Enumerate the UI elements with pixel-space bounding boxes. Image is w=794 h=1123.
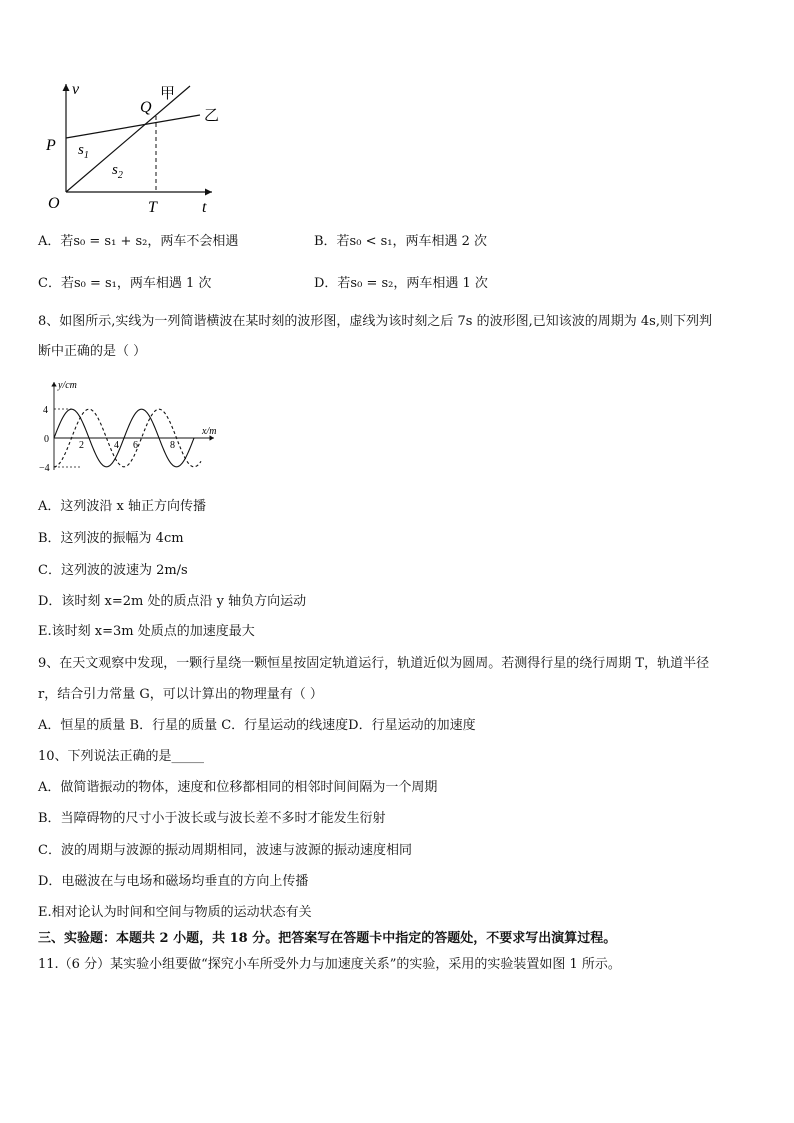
q8-option-b: B．这列波的振幅为 4cm <box>38 531 184 546</box>
s2-label: $s_2$ <box>112 162 123 181</box>
t-mark: T <box>148 199 157 216</box>
q8-option-c: C．这列波的波速为 2m/s <box>38 563 188 578</box>
q7-option-c: C．若s₀ = s₁，两车相遇 1 次 <box>38 276 212 291</box>
q8-option-e: E.该时刻 x=3m 处质点的加速度最大 <box>38 624 255 639</box>
q8-stem-line1: 8、如图所示,实线为一列简谐横波在某时刻的波形图，虚线为该时刻之后 7s 的波形图,已知该波的周期为 4s,则下列判 <box>38 314 712 329</box>
y-tick-4: 4 <box>43 405 48 416</box>
q9-stem-line1: 9、在天文观察中发现，一颗行星绕一颗恒星按固定轨道运行，轨道近似为圆周。若测得行星的绕行周期 T，轨道半径 <box>38 656 710 671</box>
x-tick-8: 8 <box>170 440 175 451</box>
jia-label: 甲 <box>160 86 176 102</box>
q9-options: A．恒星的质量 B．行星的质量 C．行星运动的线速度D．行星运动的加速度 <box>38 718 476 733</box>
x-tick-6: 6 <box>133 440 138 451</box>
q10-stem: 10、下列说法正确的是_____ <box>38 749 205 764</box>
y-tick-minus4: −4 <box>39 463 50 474</box>
y-axis-label: y/cm <box>58 380 77 391</box>
q10-option-a: A．做简谐振动的物体，速度和位移都相同的相邻时间间隔为一个周期 <box>38 780 438 795</box>
t-label: t <box>202 199 207 216</box>
x-tick-4: 4 <box>114 440 119 451</box>
section-3-heading: 三、实验题：本题共 2 小题，共 18 分。把答案写在答题卡中指定的答题处，不要求写出演算过程。 <box>38 931 617 946</box>
q10-option-e: E.相对论认为时间和空间与物质的运动状态有关 <box>38 905 312 920</box>
q-label: Q <box>140 99 152 116</box>
x-axis-label: x/m <box>202 426 217 437</box>
q8-option-d: D．该时刻 x=2m 处的质点沿 y 轴负方向运动 <box>38 594 307 609</box>
o-label: O <box>48 195 60 212</box>
q10-option-d: D．电磁波在与电场和磁场均垂直的方向上传播 <box>38 874 309 889</box>
y-tick-0: 0 <box>44 434 49 445</box>
p-label: P <box>46 137 56 154</box>
q9-stem-line2: r，结合引力常量 G，可以计算出的物理量有（ ） <box>38 687 323 702</box>
q10-option-b: B．当障碍物的尺寸小于波长或与波长差不多时才能发生衍射 <box>38 811 386 826</box>
q7-option-b: B．若s₀ < s₁，两车相遇 2 次 <box>314 234 488 249</box>
q11-stem: 11.（6 分）某实验小组要做“探究小车所受外力与加速度关系”的实验，采用的实验装置如图 1 所示。 <box>38 957 621 972</box>
q8-option-a: A．这列波沿 x 轴正方向传播 <box>38 499 206 514</box>
vt-graph <box>40 78 240 218</box>
s1-label: $s_1$ <box>78 142 89 161</box>
yi-label: 乙 <box>204 108 220 124</box>
v-label: v <box>72 81 80 98</box>
x-tick-2: 2 <box>79 440 84 451</box>
q10-option-c: C．波的周期与波源的振动周期相同，波速与波源的振动速度相同 <box>38 843 412 858</box>
q7-option-d: D．若s₀ = s₂，两车相遇 1 次 <box>314 276 488 291</box>
wave-graph <box>36 376 236 476</box>
q7-option-a: A．若s₀ = s₁ + s₂，两车不会相遇 <box>38 234 239 249</box>
q8-stem-line2: 断中正确的是（ ） <box>38 344 147 359</box>
